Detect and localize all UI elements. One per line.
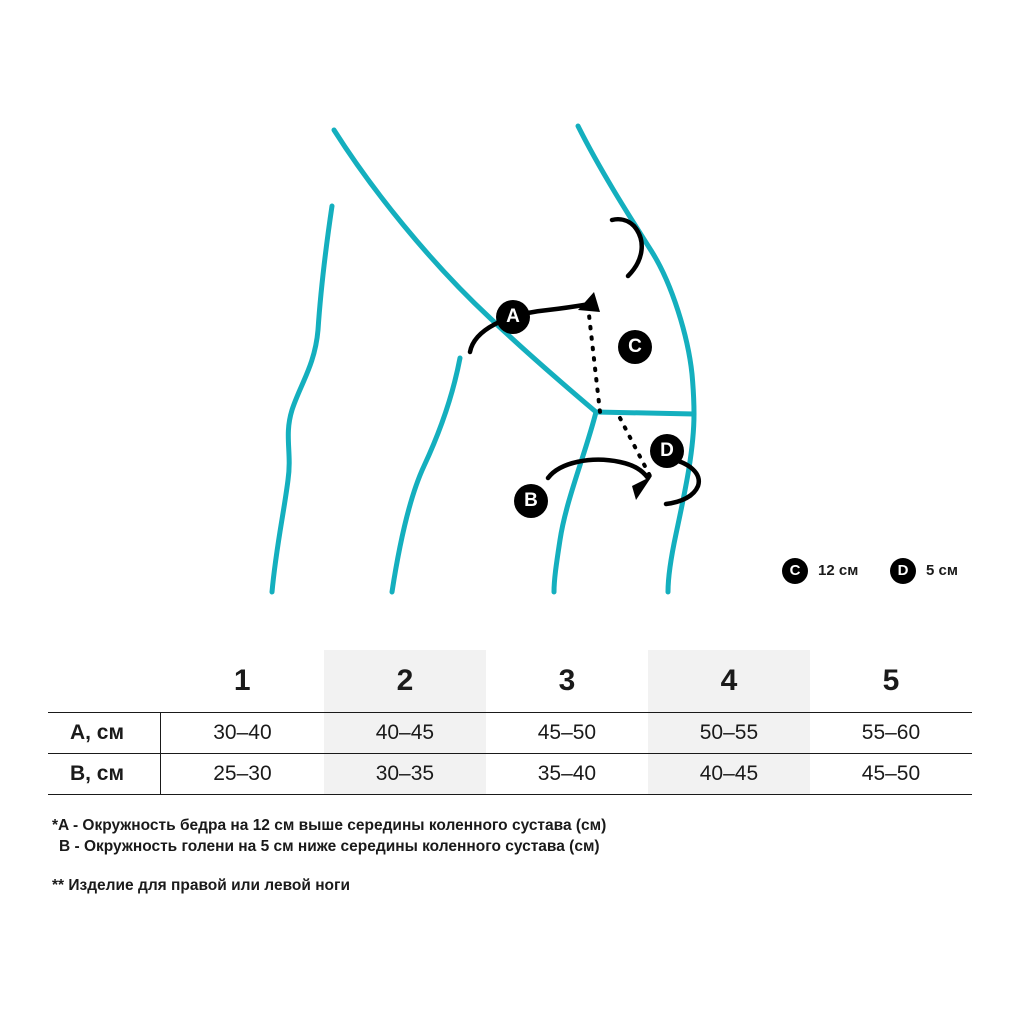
- footnotes: [52, 815, 952, 896]
- far-leg-outline: [272, 206, 332, 592]
- cell-b-3: 35–40: [486, 754, 648, 795]
- table-row: [48, 754, 972, 795]
- legend-marker-c: C: [782, 558, 808, 584]
- footnote-a: *A - Окружность бедра на 12 см выше середины коленного сустава (см): [52, 817, 607, 834]
- inner-leg-line: [392, 358, 460, 592]
- row-label-a: A, см: [48, 713, 161, 754]
- table-header-row: [48, 650, 972, 713]
- legend-value-d: 5 см: [926, 562, 958, 579]
- size-table: [48, 650, 972, 795]
- size-header-1: 1: [233, 664, 251, 697]
- cell-a-3: 45–50: [486, 713, 648, 754]
- footnote-b: B - Окружность голени на 5 см ниже середины коленного сустава (см): [59, 838, 600, 855]
- marker-b: B: [514, 484, 548, 518]
- cell-a-1: 30–40: [161, 713, 324, 754]
- cell-b-4: 40–45: [648, 754, 810, 795]
- cell-b-5: 45–50: [810, 754, 972, 795]
- row-label-b: B, см: [48, 754, 161, 795]
- calf-circumference-arrow: [548, 460, 648, 478]
- size-header-2: 2: [324, 650, 486, 713]
- cell-b-1: 25–30: [161, 754, 324, 795]
- footnote-side: ** Изделие для правой или левой ноги: [52, 877, 351, 894]
- shin-front-line: [554, 412, 596, 592]
- cell-a-2: 40–45: [324, 713, 486, 754]
- table-row: [48, 713, 972, 754]
- knee-line: [596, 412, 694, 414]
- size-header-5: 5: [882, 664, 900, 697]
- cell-a-4: 50–55: [648, 713, 810, 754]
- marker-c: C: [618, 330, 652, 364]
- table-corner-cell: [48, 650, 161, 713]
- marker-d: D: [650, 434, 684, 468]
- thigh-circumference-back-arc: [612, 219, 642, 276]
- size-header-4: 4: [648, 650, 810, 713]
- marker-a: A: [496, 300, 530, 334]
- cell-b-2: 30–35: [324, 754, 486, 795]
- legend-marker-d: D: [890, 558, 916, 584]
- distance-c-line: [588, 306, 600, 412]
- size-header-3: 3: [558, 664, 576, 697]
- legend-value-c: 12 см: [818, 562, 859, 579]
- cell-a-5: 55–60: [810, 713, 972, 754]
- thigh-front-line: [334, 130, 596, 412]
- thigh-circumference-arrow: [470, 304, 590, 352]
